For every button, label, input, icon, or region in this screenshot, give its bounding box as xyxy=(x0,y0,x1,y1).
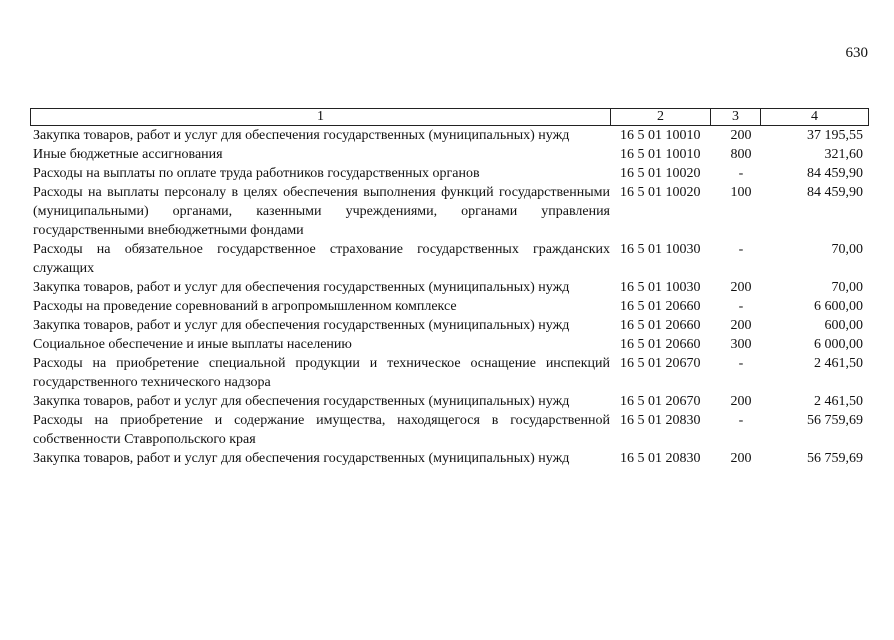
row-expense-type: - xyxy=(738,413,744,428)
row-expense-type: 200 xyxy=(730,318,752,333)
row-code: 16 5 01 10030 xyxy=(620,280,701,295)
table-row xyxy=(30,316,868,335)
column-header-4: 4 xyxy=(761,109,869,126)
row-amount: 2 461,50 xyxy=(814,356,863,371)
row-code: 16 5 01 20830 xyxy=(620,451,701,466)
row-code: 16 5 01 10010 xyxy=(620,128,701,143)
row-expense-type: - xyxy=(738,166,744,181)
column-header-3: 3 xyxy=(711,109,761,126)
row-name: Расходы на приобретение специальной продукции и техническое оснащение инспекций государственного технического надзора xyxy=(33,356,610,390)
row-amount: 70,00 xyxy=(831,280,863,295)
row-name: Социальное обеспечение и иные выплаты населению xyxy=(33,337,352,352)
table-row xyxy=(30,126,868,145)
row-amount: 6 000,00 xyxy=(814,337,863,352)
row-expense-type: 800 xyxy=(730,147,752,162)
row-name: Расходы на приобретение и содержание имущества, находящегося в государственной собственности Ставропольского края xyxy=(33,413,610,447)
row-expense-type: - xyxy=(738,242,744,257)
table-row xyxy=(30,354,868,392)
table-row xyxy=(30,392,868,411)
table-row xyxy=(30,240,868,278)
table-row xyxy=(30,145,868,164)
row-amount: 2 461,50 xyxy=(814,394,863,409)
row-code: 16 5 01 20660 xyxy=(620,337,701,352)
row-code: 16 5 01 10020 xyxy=(620,185,701,200)
column-header-1: 1 xyxy=(31,109,611,126)
table-row xyxy=(30,183,868,240)
row-name: Расходы на выплаты персоналу в целях обеспечения выполнения функций государственными (муниципальными) органами, казенными учреждениями, органами управления государственными внебюджетными фондами xyxy=(33,185,610,238)
row-amount: 56 759,69 xyxy=(807,451,863,466)
table-row xyxy=(30,411,868,449)
row-code: 16 5 01 10010 xyxy=(620,147,701,162)
row-expense-type: 200 xyxy=(730,394,752,409)
row-expense-type: - xyxy=(738,299,744,314)
row-code: 16 5 01 20830 xyxy=(620,413,701,428)
page-number: 630 xyxy=(845,45,868,61)
budget-table-body xyxy=(30,126,868,468)
row-name: Закупка товаров, работ и услуг для обеспечения государственных (муниципальных) нужд xyxy=(33,128,570,143)
row-expense-type: 200 xyxy=(730,451,752,466)
row-expense-type: 100 xyxy=(730,185,752,200)
row-code: 16 5 01 20660 xyxy=(620,318,701,333)
row-name: Закупка товаров, работ и услуг для обеспечения государственных (муниципальных) нужд xyxy=(33,318,570,333)
table-row xyxy=(30,449,868,468)
table-row xyxy=(30,297,868,316)
row-amount: 37 195,55 xyxy=(807,128,863,143)
row-code: 16 5 01 20670 xyxy=(620,356,701,371)
row-amount: 321,60 xyxy=(824,147,863,162)
table-row xyxy=(30,335,868,354)
row-name: Расходы на выплаты по оплате труда работников государственных органов xyxy=(33,166,480,181)
row-amount: 6 600,00 xyxy=(814,299,863,314)
table-row xyxy=(30,164,868,183)
row-name: Закупка товаров, работ и услуг для обеспечения государственных (муниципальных) нужд xyxy=(33,280,570,295)
row-amount: 70,00 xyxy=(831,242,863,257)
row-name: Закупка товаров, работ и услуг для обеспечения государственных (муниципальных) нужд xyxy=(33,451,570,466)
row-name: Иные бюджетные ассигнования xyxy=(33,147,223,162)
column-header-row xyxy=(31,109,869,126)
column-header-2: 2 xyxy=(611,109,711,126)
row-expense-type: - xyxy=(738,356,744,371)
row-amount: 600,00 xyxy=(824,318,863,333)
row-name: Закупка товаров, работ и услуг для обеспечения государственных (муниципальных) нужд xyxy=(33,394,570,409)
row-amount: 56 759,69 xyxy=(807,413,863,428)
row-code: 16 5 01 20670 xyxy=(620,394,701,409)
row-code: 16 5 01 20660 xyxy=(620,299,701,314)
row-expense-type: 300 xyxy=(730,337,752,352)
row-code: 16 5 01 10030 xyxy=(620,242,701,257)
column-header-table xyxy=(30,108,869,126)
row-name: Расходы на обязательное государственное страхование государственных гражданских служащих xyxy=(33,242,610,276)
table-row xyxy=(30,278,868,297)
row-amount: 84 459,90 xyxy=(807,166,863,181)
row-code: 16 5 01 10020 xyxy=(620,166,701,181)
row-name: Расходы на проведение соревнований в агропромышленном комплексе xyxy=(33,299,457,314)
row-amount: 84 459,90 xyxy=(807,185,863,200)
row-expense-type: 200 xyxy=(730,128,752,143)
row-expense-type: 200 xyxy=(730,280,752,295)
